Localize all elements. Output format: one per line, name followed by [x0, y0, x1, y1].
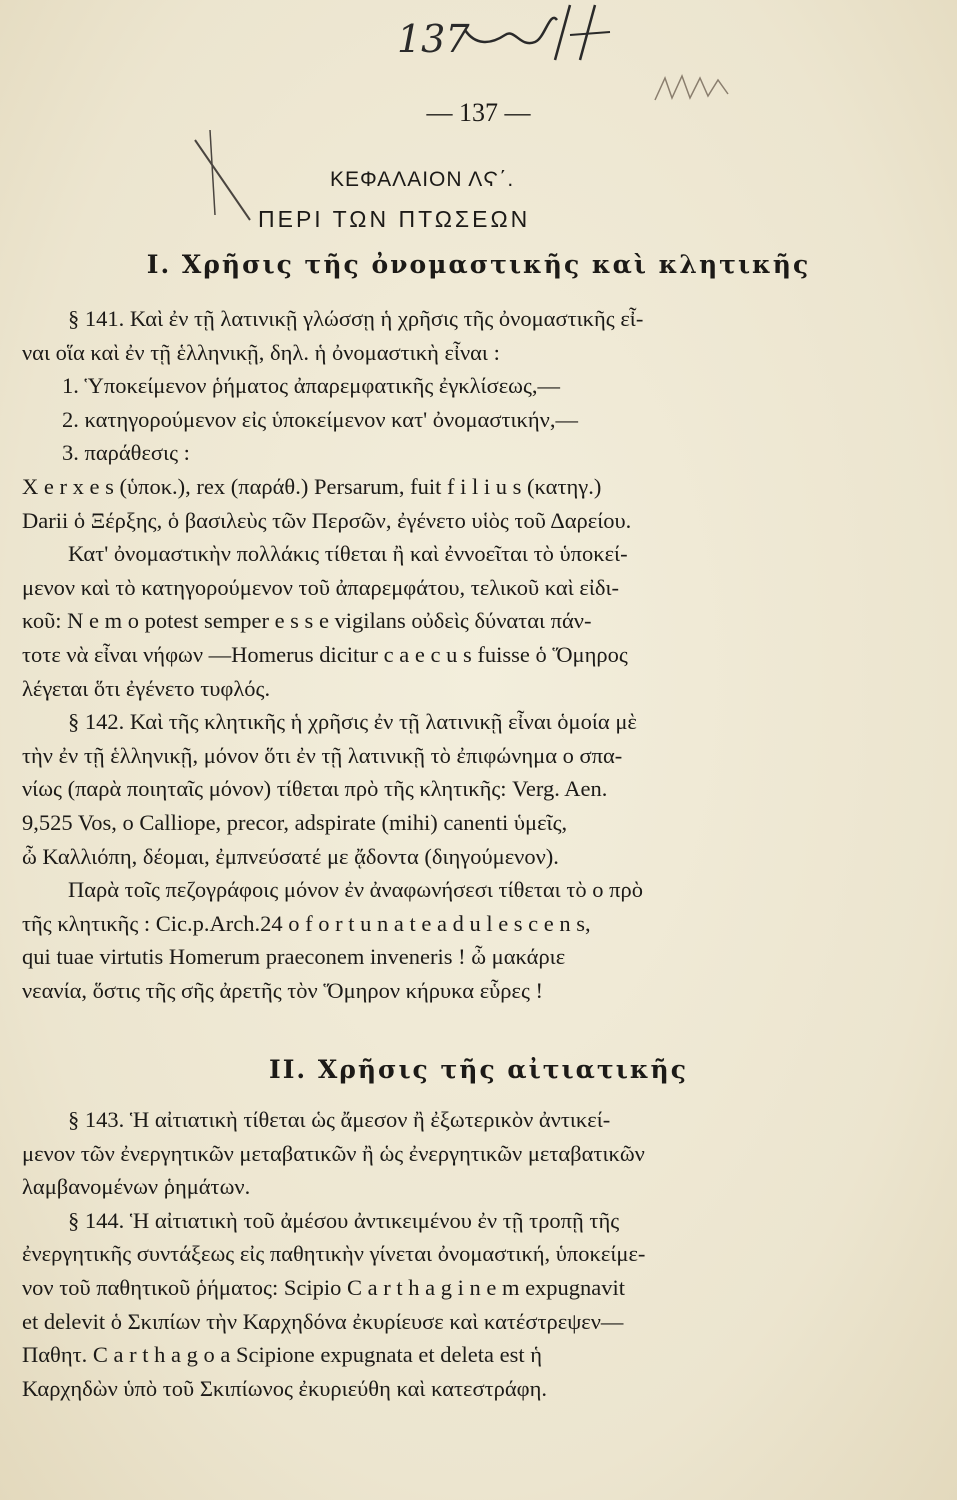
handwritten-number: 137 [397, 17, 470, 61]
section-heading: II. Χρῆσις τῆς αἰτιατικῆς [269, 1055, 688, 1084]
text-line: § 144. Ἡ αἰτιατικὴ τοῦ ἀμέσου ἀντικειμένου ἐν τῇ τροπῇ τῆς [68, 1207, 620, 1233]
section-body [22, 302, 852, 1007]
text-line: § 143. Ἡ αἰτιατικὴ τίθεται ὡς ἄμεσον ἢ ἐξωτερικὸν ἀντικεί- [68, 1107, 611, 1132]
text-line: νίως (παρὰ ποιηταῖς μόνον) τίθεται πρὸ τῆς κλητικῆς: Verg. Aen. [22, 776, 608, 802]
text-line: Καρχηδὼν ὑπὸ τοῦ Σκιπίωνος ἐκυριεύθη καὶ κατεστράφη. [22, 1375, 548, 1401]
text-line: ἐνεργητικῆς συντάξεως εἰς παθητικὴν γίνεται ὀνομαστική, ὑποκείμε- [22, 1241, 646, 1267]
text-line: λέγεται ὅτι ἐγένετο τυφλός. [22, 675, 271, 701]
handwritten-page-annotation [395, 0, 615, 70]
text-line: qui tuae virtutis Homerum praeconem inveneris ! ὦ μακάριε [22, 944, 566, 970]
chapter-subtitle: ΠΕΡΙ ΤΩΝ ΠΤΩΣΕΩΝ [258, 206, 531, 232]
text-line: § 141. Καὶ ἐν τῇ λατινικῇ γλώσσῃ ἡ χρῆσις τῆς ὀνομαστικῆς εἶ- [68, 306, 644, 331]
text-line: μενον τῶν ἐνεργητικῶν μεταβατικῶν ἢ ὡς ἐνεργητικῶν μεταβατικῶν [22, 1140, 645, 1166]
text-line: 1. Ὑποκείμενον ῥήματος ἀπαρεμφατικῆς ἐγκλίσεως,— [62, 373, 560, 399]
section-heading: I. Χρῆσις τῆς ὀνομαστικῆς καὶ κλητικῆς [146, 250, 811, 279]
text-line: ναι οἵα καὶ ἐν τῇ ἑλληνικῇ, δηλ. ἡ ὀνομαστικὴ εἶναι : [22, 339, 500, 365]
text-line: Κατ' ὀνομαστικὴν πολλάκις τίθεται ἢ καὶ ἐννοεῖται τὸ ὑποκεί- [68, 541, 628, 567]
page-number: — 137 — [426, 98, 531, 127]
text-line: τὴν ἐν τῇ ἑλληνικῇ, μόνον ὅτι ἐν τῇ λατινικῇ τὸ ἐπιφώνημα o σπα- [22, 742, 623, 768]
text-line: λαμβανομένων ῥημάτων. [22, 1174, 251, 1200]
text-line: κοῦ: N e m o potest semper e s s e vigilans οὐδεὶς δύναται πάν- [22, 608, 592, 634]
text-line: et delevit ὁ Σκιπίων τὴν Καρχηδόνα ἐκυρίευσε καὶ κατέστρεψεν— [22, 1308, 624, 1334]
text-line: 2. κατηγορούμενον εἰς ὑποκείμενον κατ' ὀνομαστικήν,— [62, 406, 578, 432]
text-line: μενον καὶ τὸ κατηγορούμενον τοῦ ἀπαρεμφάτου, τελικοῦ καὶ εἰδι- [22, 574, 620, 600]
text-line: τῆς κλητικῆς : Cic.p.Arch.24 o f o r t u n a t e a d u l e s c e n s, [22, 910, 591, 936]
text-line: § 142. Καὶ τῆς κλητικῆς ἡ χρῆσις ἐν τῇ λατινικῇ εἶναι ὁμοία μὲ [68, 709, 637, 735]
text-line: Παρὰ τοῖς πεζογράφοις μόνον ἐν ἀναφωνήσεσι τίθεται τὸ o πρὸ [68, 877, 643, 903]
text-line: ὦ Καλλιόπη, δέομαι, ἐμπνεύσατέ με ᾄδοντα (διηγούμενον). [22, 843, 559, 869]
text-line: Darii ὁ Ξέρξης, ὁ βασιλεὺς τῶν Περσῶν, ἐγένετο υἱὸς τοῦ Δαρείου. [22, 507, 632, 533]
text-line: νον τοῦ παθητικοῦ ῥήματος: Scipio C a r t h a g i n e m expugnavit [22, 1274, 626, 1300]
text-line: τοτε νὰ εἶναι νήφων —Homerus dicitur c a e c u s fuisse ὁ Ὅμηρος [22, 641, 628, 667]
section-body [22, 1103, 852, 1405]
text-line: X e r x e s (ὑποκ.), rex (παράθ.) Persarum, fuit f i l i u s (κατηγ.) [22, 473, 602, 499]
text-line: Παθητ. C a r t h a g o a Scipione expugnata et deleta est ἡ [22, 1342, 542, 1368]
text-line: 3. παράθεσις : [62, 440, 190, 466]
text-line: 9,525 Vos, o Calliope, precor, adspirate (mihi) canenti ὑμεῖς, [22, 809, 568, 835]
text-line: νεανία, ὅστις τῆς σῆς ἀρετῆς τὸν Ὅμηρον κήρυκα εὗρες ! [22, 977, 543, 1003]
chapter-title: ΚΕΦΑΛΑΙΟΝ ΛϚ΄. [330, 168, 515, 191]
